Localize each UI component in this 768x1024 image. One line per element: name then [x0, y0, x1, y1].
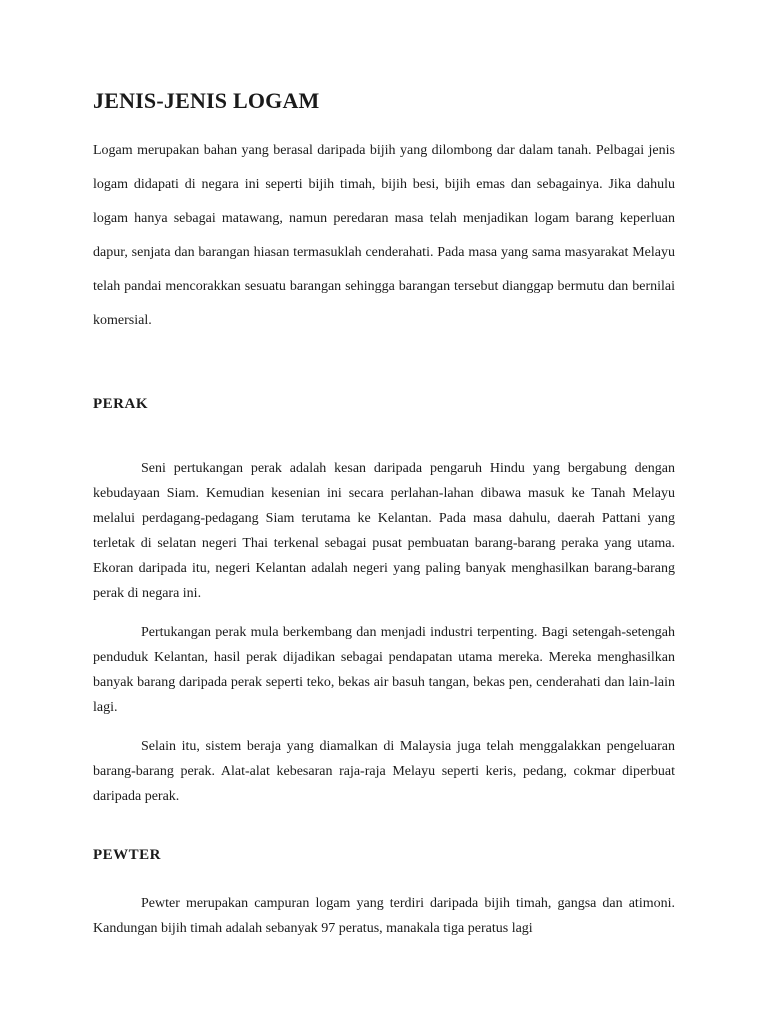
section-heading-pewter: PEWTER: [93, 847, 162, 863]
intro-paragraph: Logam merupakan bahan yang berasal daripada bijih yang dilombong dar dalam tanah. Pelbagai jenis logam didapati di negara ini seperti bijih timah, bijih besi, bijih emas dan sebagainya. Jika dahulu logam hanya sebagai matawang, namun peredaran masa telah menjadikan logam barang keperluan dapur, senjata dan barangan hiasan termasuklah cenderahati. Pada masa yang sama masyarakat Melayu telah pandai mencorakkan sesuatu barangan sehingga barangan tersebut dianggap bermutu dan bernilai komersial.: [93, 143, 675, 328]
pewter-paragraph-1: Pewter merupakan campuran logam yang terdiri daripada bijih timah, gangsa dan atimoni. Kandungan bijih timah adalah sebanyak 97 peratus, manakala tiga peratus lagi: [93, 896, 675, 936]
perak-paragraph-2: Pertukangan perak mula berkembang dan menjadi industri terpenting. Bagi setengah-setengah penduduk Kelantan, hasil perak dijadikan sebagai pendapatan utama mereka. Mereka menghasilkan banyak barang daripada perak seperti teko, bekas air basuh tangan, bekas pen, cenderahati dan lain-lain lagi.: [93, 625, 675, 715]
perak-paragraph-3: Selain itu, sistem beraja yang diamalkan di Malaysia juga telah menggalakkan pengeluaran barang-barang perak. Alat-alat kebesaran raja-raja Melayu seperti keris, pedang, cokmar diperbuat daripada perak.: [93, 739, 675, 804]
section-body-perak: [93, 456, 675, 809]
document-content: [93, 84, 675, 941]
section-heading-perak: PERAK: [93, 396, 148, 412]
section-body-pewter: [93, 891, 675, 941]
perak-paragraph-1: Seni pertukangan perak adalah kesan daripada pengaruh Hindu yang bergabung dengan kebudayaan Siam. Kemudian kesenian ini secara perlahan-lahan dibawa masuk ke Tanah Melayu melalui perdagang-pedagang Siam terutama ke Kelantan. Pada masa dahulu, daerah Pattani yang terletak di selatan negeri Thai terkenal sebagai pusat pembuatan barang-barang peraka yang utama. Ekoran daripada itu, negeri Kelantan adalah negeri yang paling banyak menghasilkan barang-barang perak di negara ini.: [93, 461, 675, 601]
document-title: JENIS-JENIS LOGAM: [93, 88, 320, 113]
